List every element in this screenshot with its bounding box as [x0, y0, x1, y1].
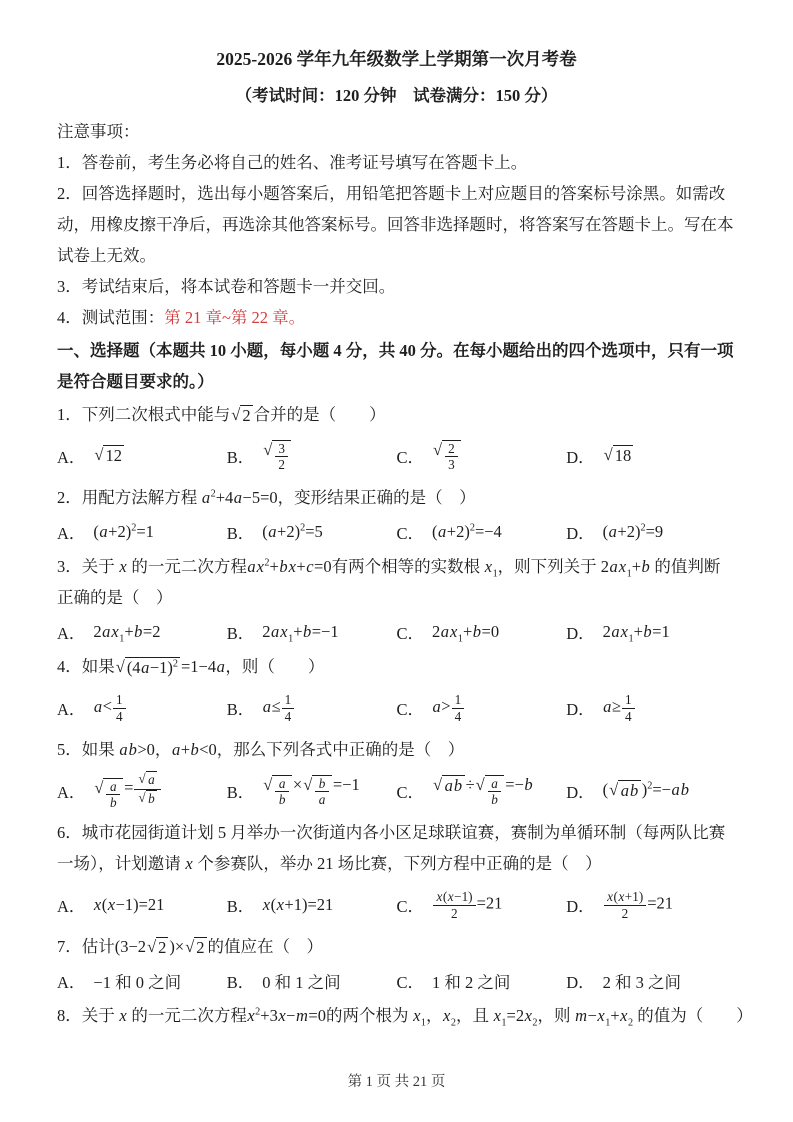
option-label: A．: [57, 700, 86, 719]
question-1-option-D: [566, 444, 736, 468]
question-3-options: [57, 615, 736, 649]
option-label: D．: [566, 783, 595, 802]
radical-sign: √: [433, 774, 443, 794]
exam-info: （考试时间：120 分钟 试卷满分：150 分）: [235, 86, 558, 105]
option-content: −1 和 0 之间: [93, 973, 182, 992]
option-content: $(a+2)^2=9$: [602, 522, 664, 541]
page-footer: 第 1 页 共 21 页: [347, 1074, 446, 1090]
option-content: 2 和 3 之间: [602, 973, 682, 992]
question-6: [57, 817, 736, 929]
option-content: √ ab ÷ √ $\frac{a}{b}$ =−b: [433, 774, 533, 807]
radical-sign: √: [263, 774, 273, 794]
notices-heading: 注意事项：: [57, 122, 140, 141]
question-8: [57, 1000, 753, 1031]
question-7-option-B: [227, 969, 397, 993]
radical-sign: √: [94, 778, 104, 798]
question-4-stem: 4．如果 √ $(4a-1)^2$ =1−4a，则（ ）: [57, 657, 325, 677]
option-label: C．: [396, 897, 425, 916]
question-8-stem: 8．关于 x 的一元二次方程$x^2+3x-m=0$的两个根为 $x_1$，$x_2$，且 $x_1=2x_2$，则 $m-x_1+x_2$ 的值为（ ）: [57, 1006, 753, 1029]
notice-item-4-prefix: 4．测试范围：: [57, 308, 165, 327]
notice-item-1: 1．答卷前，考生务必将自己的姓名、准考证号填写在答题卡上。: [57, 153, 528, 172]
option-label: B．: [226, 897, 255, 916]
option-label: D．: [566, 524, 595, 543]
notice-item-2: 2．回答选择题时，选出每小题答案后，用铅笔把答题卡上对应题目的答案标号涂黑。如需改动，用橡皮擦干净后，再选涂其他答案标号。回答非选择题时，将答案写在答题卡上。写在本试卷上无效。: [57, 184, 734, 265]
radical-sign: √: [433, 439, 443, 459]
question-5-option-D: [566, 779, 736, 803]
question-1-stem: 1．下列二次根式中能与 √ 2 合并的是（ ）: [57, 405, 386, 425]
option-content: x(x−1)=21: [93, 895, 165, 914]
question-4-option-A: [57, 692, 227, 723]
option-content: $2ax_1+b=-1$: [262, 622, 339, 645]
question-2-options: [57, 515, 736, 549]
option-content: 1 和 2 之间: [432, 973, 511, 992]
option-content: a> $\frac{1}{4}$: [432, 692, 465, 723]
notice-item-4: [57, 302, 736, 333]
option-content: 0 和 1 之间: [262, 973, 341, 992]
question-5: [57, 734, 736, 815]
question-3-option-B: [227, 620, 397, 644]
question-2-option-A: [57, 520, 227, 544]
question-5-stem: 5．如果 ab>0，a+b<0，那么下列各式中正确的是（ ）: [57, 740, 465, 759]
option-label: B．: [226, 700, 255, 719]
section-heading: 一、选择题（本题共 10 小题，每小题 4 分，共 40 分。在每小题给出的四个选项中，只有一项是符合题目要求的。）: [57, 341, 734, 391]
option-content: √ 12: [94, 445, 122, 466]
option-content: √ $\frac{3}{2}$: [262, 440, 292, 472]
question-4: [57, 651, 736, 732]
questions: [57, 399, 753, 1031]
question-5-option-B: [227, 775, 397, 807]
question-2-option-D: [566, 520, 736, 544]
option-content: $\frac{x(x-1)}{2}$ =21: [432, 889, 502, 920]
question-3-option-A: [57, 620, 227, 644]
option-content: $2ax_1+b=0$: [432, 622, 500, 645]
option-label: A．: [57, 524, 86, 543]
question-2-stem: 2．用配方法解方程 $a^2+4a-5=0$，变形结果正确的是（ ）: [57, 488, 476, 507]
option-content: √ $\frac{a}{b}$ = √ a √ b: [93, 771, 162, 810]
option-label: D．: [566, 624, 595, 643]
radical-sign: √: [185, 937, 195, 956]
question-1-option-A: [57, 444, 227, 468]
question-4-option-D: [566, 692, 736, 723]
option-label: B．: [226, 524, 255, 543]
option-label: A．: [57, 783, 86, 802]
option-content: √ 18: [603, 445, 632, 466]
question-2-option-B: [227, 520, 397, 544]
radical-sign: √: [603, 445, 613, 465]
question-3: [57, 551, 736, 649]
notices-block: [57, 116, 736, 333]
question-3-option-D: [566, 620, 736, 644]
option-label: D．: [566, 448, 595, 467]
radical-sign: √: [138, 771, 146, 787]
question-3-stem: 3．关于 x 的一元二次方程$ax^2+bx+c=0$有两个相等的实数根 $x_1$，则下列关于 $2ax_1+b$ 的值判断正确的是（ ）: [57, 557, 721, 607]
option-content: a≥ $\frac{1}{4}$: [603, 692, 636, 723]
option-content: ( √ ab )$^2$=−ab: [602, 780, 689, 801]
option-content: $(a+2)^2=-4$: [432, 522, 502, 541]
option-label: D．: [566, 897, 595, 916]
question-1-option-B: [227, 440, 397, 472]
option-label: B．: [226, 783, 255, 802]
radical-sign: √: [138, 789, 146, 805]
question-7-option-D: [566, 969, 736, 993]
option-label: B．: [226, 624, 255, 643]
option-content: $2ax_1+b=1$: [602, 622, 670, 645]
option-content: x(x+1)=21: [262, 895, 334, 914]
option-content: √ $\frac{a}{b}$ × √ $\frac{b}{a}$ =−1: [263, 774, 360, 807]
question-6-stem: 6．城市花园街道计划 5 月举办一次街道内各小区足球联谊赛，赛制为单循环制（每两队比赛一场），计划邀请 x 个参赛队，举办 21 场比赛，下列方程中正确的是（ ）: [57, 823, 726, 873]
option-content: $(a+2)^2=5$: [262, 522, 323, 541]
option-label: C．: [396, 448, 425, 467]
question-5-option-A: [57, 771, 227, 810]
question-6-option-B: [227, 893, 397, 917]
question-7-option-C: [397, 969, 567, 993]
question-2-option-C: [397, 520, 567, 544]
option-label: D．: [566, 973, 595, 992]
page-title: 2025-2026 学年九年级数学上学期第一次月考卷: [216, 49, 577, 69]
option-label: A．: [57, 973, 86, 992]
question-5-option-C: [397, 775, 567, 807]
radical-sign: √: [94, 445, 104, 465]
option-label: D．: [566, 700, 595, 719]
option-content: $(a+2)^2=1$: [93, 522, 154, 541]
radical-sign: √: [303, 774, 313, 794]
question-3-option-C: [397, 620, 567, 644]
option-label: A．: [57, 897, 86, 916]
question-6-option-D: [566, 889, 736, 920]
radical-sign: √: [609, 780, 619, 800]
question-4-options: [57, 684, 736, 732]
option-label: C．: [396, 973, 425, 992]
option-content: a< $\frac{1}{4}$: [93, 692, 126, 723]
option-label: C．: [396, 624, 425, 643]
question-6-option-A: [57, 893, 227, 917]
radical-sign: √: [147, 937, 157, 956]
test-range-highlight: 第 21 章~第 22 章。: [164, 308, 306, 327]
question-1-options: [57, 432, 736, 480]
option-label: C．: [396, 524, 425, 543]
option-label: A．: [57, 448, 86, 467]
question-4-option-B: [227, 692, 397, 723]
notice-item-3: 3．考试结束后，将本试卷和答题卡一并交回。: [57, 277, 396, 296]
option-content: $2ax_1+b=2$: [93, 622, 161, 645]
question-6-option-C: [397, 889, 567, 920]
option-content: $\frac{x(x+1)}{2}$ =21: [603, 889, 673, 920]
question-7-stem: 7．估计(3−2 √ 2 )× √ 2 的值应在（ ）: [57, 937, 323, 957]
question-7-options: [57, 964, 736, 998]
option-label: C．: [396, 783, 425, 802]
option-content: √ $\frac{2}{3}$: [432, 440, 462, 472]
question-5-options: [57, 767, 736, 815]
radical-sign: √: [475, 774, 485, 794]
question-4-option-C: [397, 692, 567, 723]
question-2: [57, 482, 736, 549]
question-1: [57, 399, 736, 480]
radical-sign: √: [231, 405, 241, 424]
radical-sign: √: [263, 439, 273, 459]
option-label: A．: [57, 624, 86, 643]
question-7: [57, 931, 736, 998]
question-6-options: [57, 881, 736, 929]
question-1-option-C: [397, 440, 567, 472]
option-label: B．: [226, 973, 255, 992]
option-label: B．: [226, 448, 255, 467]
option-label: C．: [396, 700, 425, 719]
question-7-option-A: [57, 969, 227, 993]
radical-sign: √: [115, 657, 125, 676]
option-content: a≤ $\frac{1}{4}$: [262, 692, 295, 723]
